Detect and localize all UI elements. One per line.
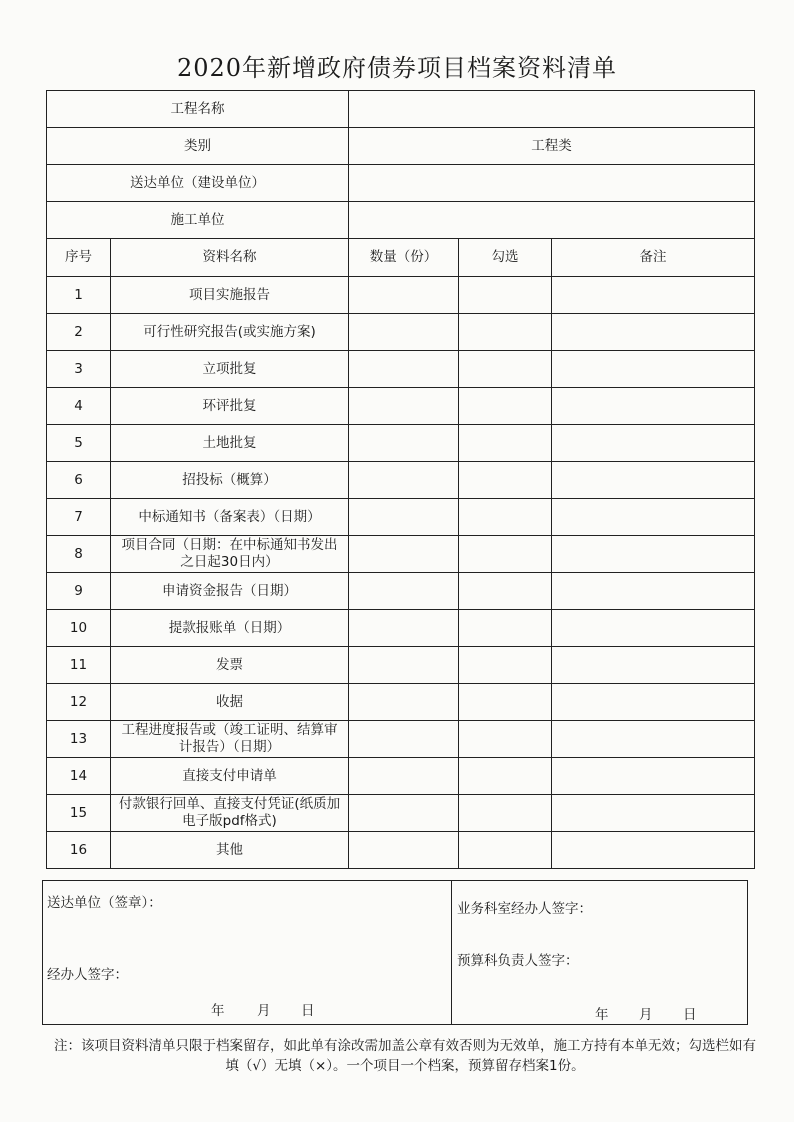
table-row xyxy=(47,388,755,425)
row-number: 12 xyxy=(47,684,111,721)
table-row xyxy=(47,758,755,795)
remark-cell[interactable] xyxy=(552,647,755,684)
remark-cell[interactable] xyxy=(552,758,755,795)
quantity-cell[interactable] xyxy=(349,610,459,647)
quantity-cell[interactable] xyxy=(349,425,459,462)
row-number: 16 xyxy=(47,832,111,869)
sender-unit-field[interactable] xyxy=(349,165,755,202)
business-sign-label: 业务科室经办人签字： xyxy=(457,901,592,917)
row-number: 15 xyxy=(47,795,111,832)
page-title: 2020年新增政府债券项目档案资料清单 xyxy=(176,54,618,82)
document-name: 付款银行回单、直接支付凭证(纸质加电子版pdf格式) xyxy=(111,795,349,832)
document-name: 项目合同（日期：在中标通知书发出之日起30日内） xyxy=(111,536,349,573)
remark-cell[interactable] xyxy=(552,573,755,610)
check-cell[interactable] xyxy=(459,721,552,758)
check-cell[interactable] xyxy=(459,758,552,795)
remark-cell[interactable] xyxy=(552,610,755,647)
row-number: 5 xyxy=(47,425,111,462)
table-row xyxy=(47,425,755,462)
table-row xyxy=(47,832,755,869)
right-date-month: 月 xyxy=(639,1007,653,1023)
right-date-year: 年 xyxy=(595,1007,609,1023)
footnote: 注：该项目资料清单只限于档案留存，如此单有涂改需加盖公章有效否则为无效单，施工方持有本单无效；勾选栏如有填（√）无填（×）。一个项目一个档案，预算留存档案1份。 xyxy=(54,1038,756,1074)
category-label: 类别 xyxy=(47,128,349,165)
check-cell[interactable] xyxy=(459,425,552,462)
row-number: 7 xyxy=(47,499,111,536)
document-name: 收据 xyxy=(111,684,349,721)
left-date-month: 月 xyxy=(257,1003,271,1019)
quantity-cell[interactable] xyxy=(349,462,459,499)
table-row xyxy=(47,351,755,388)
remark-cell[interactable] xyxy=(552,351,755,388)
check-cell[interactable] xyxy=(459,314,552,351)
quantity-cell[interactable] xyxy=(349,314,459,351)
row-number: 11 xyxy=(47,647,111,684)
budget-sign-label: 预算科负责人签字： xyxy=(457,953,579,969)
construction-unit-label: 施工单位 xyxy=(47,202,349,239)
document-name: 土地批复 xyxy=(111,425,349,462)
table-row xyxy=(47,684,755,721)
document-name: 申请资金报告（日期） xyxy=(111,573,349,610)
table-row xyxy=(47,795,755,832)
project-name-field[interactable] xyxy=(349,91,755,128)
col-header-check: 勾选 xyxy=(459,239,552,277)
quantity-cell[interactable] xyxy=(349,795,459,832)
sender-seal-label: 送达单位（签章）： xyxy=(47,895,162,911)
remark-cell[interactable] xyxy=(552,388,755,425)
table-row xyxy=(47,573,755,610)
remark-cell[interactable] xyxy=(552,462,755,499)
document-name: 立项批复 xyxy=(111,351,349,388)
document-name: 直接支付申请单 xyxy=(111,758,349,795)
left-date-year: 年 xyxy=(211,1003,225,1019)
signature-divider xyxy=(451,881,452,1024)
col-header-remark: 备注 xyxy=(552,239,755,277)
check-cell[interactable] xyxy=(459,573,552,610)
header-row xyxy=(47,91,755,128)
row-number: 8 xyxy=(47,536,111,573)
document-name: 可行性研究报告(或实施方案) xyxy=(111,314,349,351)
quantity-cell[interactable] xyxy=(349,499,459,536)
remark-cell[interactable] xyxy=(552,425,755,462)
row-number: 9 xyxy=(47,573,111,610)
col-header-no: 序号 xyxy=(47,239,111,277)
quantity-cell[interactable] xyxy=(349,758,459,795)
document-name: 招投标（概算） xyxy=(111,462,349,499)
remark-cell[interactable] xyxy=(552,721,755,758)
remark-cell[interactable] xyxy=(552,536,755,573)
row-number: 4 xyxy=(47,388,111,425)
document-name: 提款报账单（日期） xyxy=(111,610,349,647)
sender-unit-label: 送达单位（建设单位） xyxy=(47,165,349,202)
construction-unit-field[interactable] xyxy=(349,202,755,239)
table-row xyxy=(47,536,755,573)
project-name-label: 工程名称 xyxy=(47,91,349,128)
right-date-day: 日 xyxy=(683,1007,697,1023)
quantity-cell[interactable] xyxy=(349,684,459,721)
document-name: 中标通知书（备案表）（日期） xyxy=(111,499,349,536)
row-number: 2 xyxy=(47,314,111,351)
check-cell[interactable] xyxy=(459,499,552,536)
remark-cell[interactable] xyxy=(552,314,755,351)
quantity-cell[interactable] xyxy=(349,388,459,425)
check-cell[interactable] xyxy=(459,388,552,425)
column-header-row xyxy=(47,239,755,277)
header-row xyxy=(47,165,755,202)
document-name: 项目实施报告 xyxy=(111,277,349,314)
quantity-cell[interactable] xyxy=(349,277,459,314)
handler-sign-label: 经办人签字： xyxy=(47,967,128,983)
col-header-name: 资料名称 xyxy=(111,239,349,277)
quantity-cell[interactable] xyxy=(349,573,459,610)
quantity-cell[interactable] xyxy=(349,536,459,573)
check-cell[interactable] xyxy=(459,277,552,314)
check-cell[interactable] xyxy=(459,832,552,869)
quantity-cell[interactable] xyxy=(349,351,459,388)
remark-cell[interactable] xyxy=(552,684,755,721)
table-row xyxy=(47,462,755,499)
remark-cell[interactable] xyxy=(552,277,755,314)
document-name: 环评批复 xyxy=(111,388,349,425)
check-cell[interactable] xyxy=(459,351,552,388)
check-cell[interactable] xyxy=(459,462,552,499)
remark-cell[interactable] xyxy=(552,795,755,832)
remark-cell[interactable] xyxy=(552,832,755,869)
col-header-qty: 数量（份） xyxy=(349,239,459,277)
category-field[interactable]: 工程类 xyxy=(349,128,755,165)
document-name: 工程进度报告或（竣工证明、结算审计报告）（日期） xyxy=(111,721,349,758)
row-number: 6 xyxy=(47,462,111,499)
left-date-day: 日 xyxy=(301,1003,315,1019)
check-cell[interactable] xyxy=(459,795,552,832)
table-row xyxy=(47,314,755,351)
signature-section xyxy=(42,880,748,1025)
row-number: 10 xyxy=(47,610,111,647)
quantity-cell[interactable] xyxy=(349,647,459,684)
table-row xyxy=(47,721,755,758)
archive-checklist-table xyxy=(46,90,755,869)
table-row xyxy=(47,277,755,314)
document-name: 其他 xyxy=(111,832,349,869)
quantity-cell[interactable] xyxy=(349,832,459,869)
row-number: 3 xyxy=(47,351,111,388)
check-cell[interactable] xyxy=(459,610,552,647)
remark-cell[interactable] xyxy=(552,499,755,536)
check-cell[interactable] xyxy=(459,684,552,721)
check-cell[interactable] xyxy=(459,536,552,573)
check-cell[interactable] xyxy=(459,647,552,684)
table-row xyxy=(47,610,755,647)
quantity-cell[interactable] xyxy=(349,721,459,758)
table-row xyxy=(47,499,755,536)
table-row xyxy=(47,647,755,684)
header-row xyxy=(47,128,755,165)
row-number: 1 xyxy=(47,277,111,314)
row-number: 14 xyxy=(47,758,111,795)
document-name: 发票 xyxy=(111,647,349,684)
row-number: 13 xyxy=(47,721,111,758)
header-row xyxy=(47,202,755,239)
